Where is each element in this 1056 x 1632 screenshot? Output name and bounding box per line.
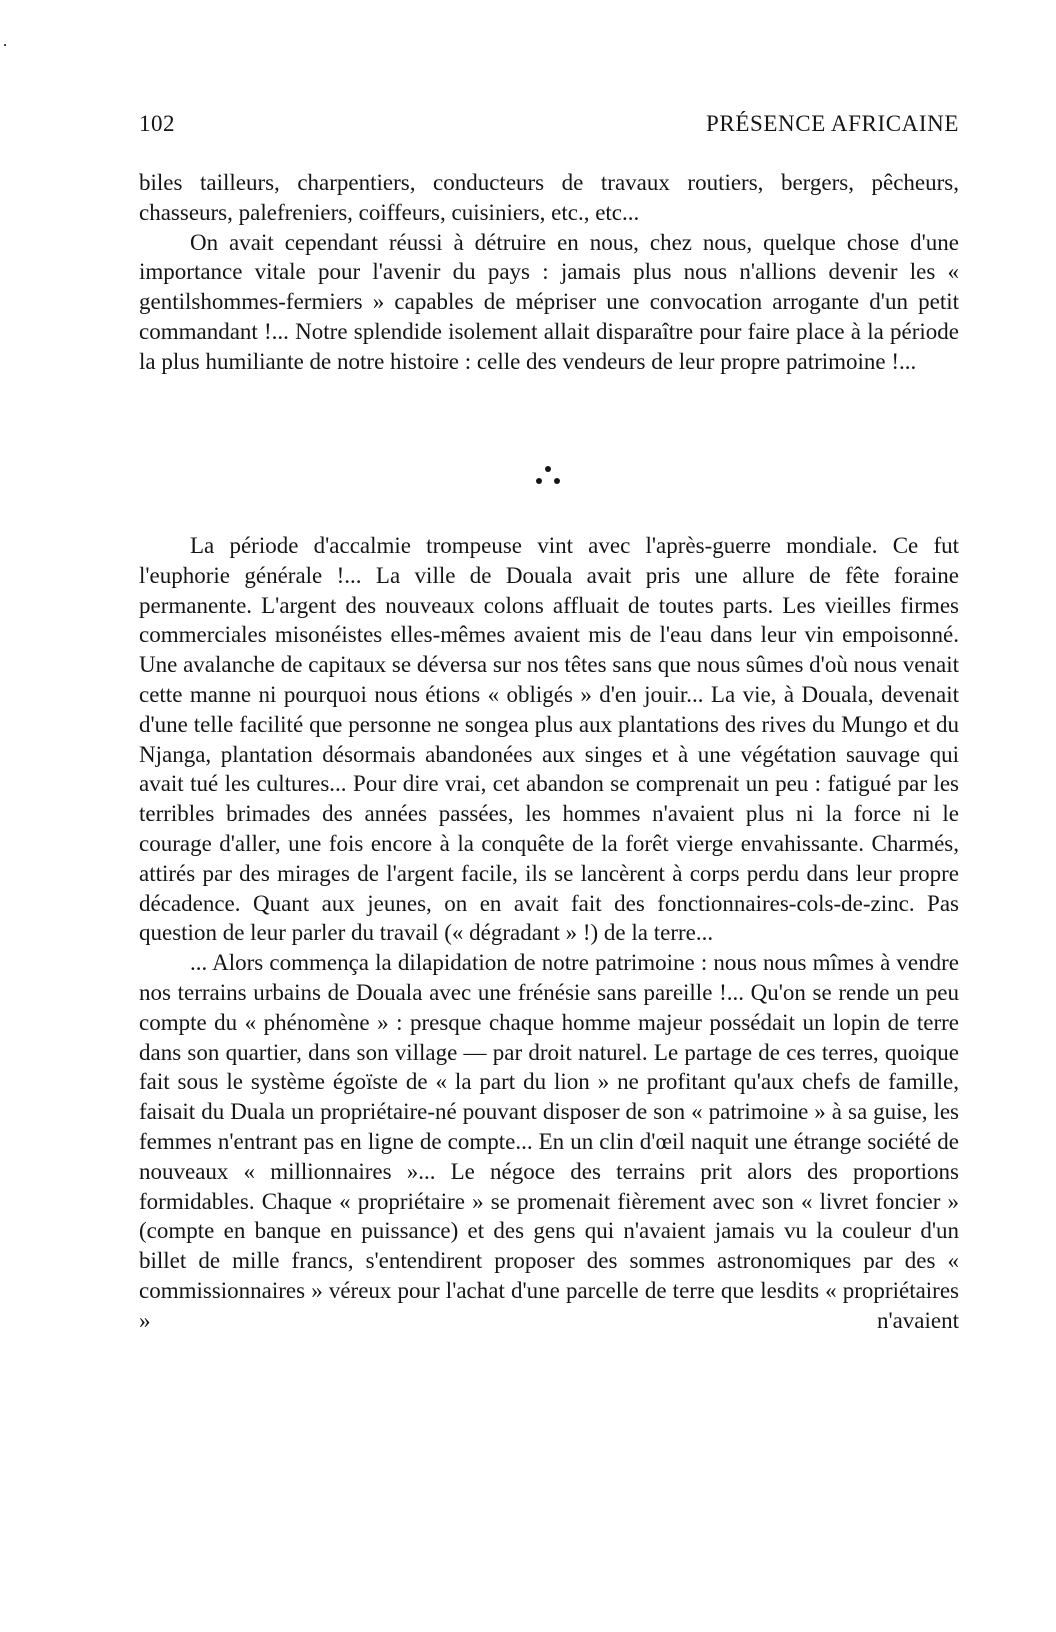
asterism-dot-top [545, 466, 551, 472]
asterism-dot-left [536, 478, 542, 484]
page-number: 102 [139, 111, 175, 136]
asterism-dot-right [554, 478, 560, 484]
paragraph-continues-next-page: ... Alors commença la dilapidation de notre patrimoine : nous nous mîmes à vendre nos terrains urbains de Douala avec une frénésie sans pareille !... Qu'on se rende un peu compte du « phénomène » : presque chaque homme majeur possédait un lopin de terre dans son quartier, dans son village — par droit naturel. Le partage de ces terres, quoique fait sous le système égoïste de « la part du lion » ne profitant qu'aux chefs de famille, faisait du Duala un propriétaire-né pouvant disposer de son « patrimoine » à sa guise, les femmes n'entrant pas en ligne de compte... En un clin d'œil naquit une étrange société de nouveaux « millionnaires »... Le négoce des terrains prit alors des proportions formidables. Chaque « propriétaire » se promenait fièrement avec son « livret foncier » (compte en banque en puissance) et des gens qui n'avaient jamais vu la couleur d'un billet de mille francs, s'entendirent proposer des sommes astronomiques par des « commissionnaires » véreux pour l'achat d'une parcelle de terre que lesdits « propriétaires » n'avaient [139, 950, 959, 1333]
running-head [139, 108, 959, 140]
journal-title: PRÉSENCE AFRICAINE [706, 111, 959, 136]
paragraph-continuation: biles tailleurs, charpentiers, conducteurs de travaux routiers, bergers, pêcheurs, chasseurs, palefreniers, coiffeurs, cuisiniers, etc., etc... [139, 170, 959, 225]
scan-speck [4, 44, 6, 46]
section-break-asterism [528, 460, 568, 492]
text-block-top [139, 168, 959, 377]
paragraph: On avait cependant réussi à détruire en nous, chez nous, quelque chose d'une importance vitale pour l'avenir du pays : jamais plus nous n'allions devenir les « gentilshommes-fermiers » capables de mépriser une convocation arrogante d'un petit commandant !... Notre splendide isolement allait disparaître pour faire place à la période la plus humiliante de notre histoire : celle des vendeurs de leur propre patrimoine !... [139, 229, 959, 374]
paragraph: La période d'accalmie trompeuse vint avec l'après-guerre mondiale. Ce fut l'euphorie générale !... La ville de Douala avait pris une allure de fête foraine permanente. L'argent des nouveaux colons affluait de toutes parts. Les vieilles firmes commerciales misonéistes elles-mêmes avaient mis de l'eau dans leur vin empoisonné. Une avalanche de capitaux se déversa sur nos têtes sans que nous sûmes d'où nous venait cette manne ni pourquoi nous étions « obligés » d'en jouir... La vie, à Douala, devenait d'une telle facilité que personne ne songea plus aux plantations des rives du Mungo et du Njanga, plantation désormais abandonées aux singes et à une végétation sauvage qui avait tué les cultures... Pour dire vrai, cet abandon se comprenait un peu : fatigué par les terribles brimades des années passées, les hommes n'avaient plus ni la force ni le courage d'aller, une fois encore à la conquête de la forêt vierge envahissante. Charmés, attirés par des mirages de l'argent facile, ils se lancèrent à corps perdu dans leur propre décadence. Quant aux jeunes, on en avait fait des fonctionnaires-cols-de-zinc. Pas question de leur parler du travail (« dégradant » !) de la terre... [139, 533, 959, 946]
text-block-bottom [139, 531, 959, 1336]
